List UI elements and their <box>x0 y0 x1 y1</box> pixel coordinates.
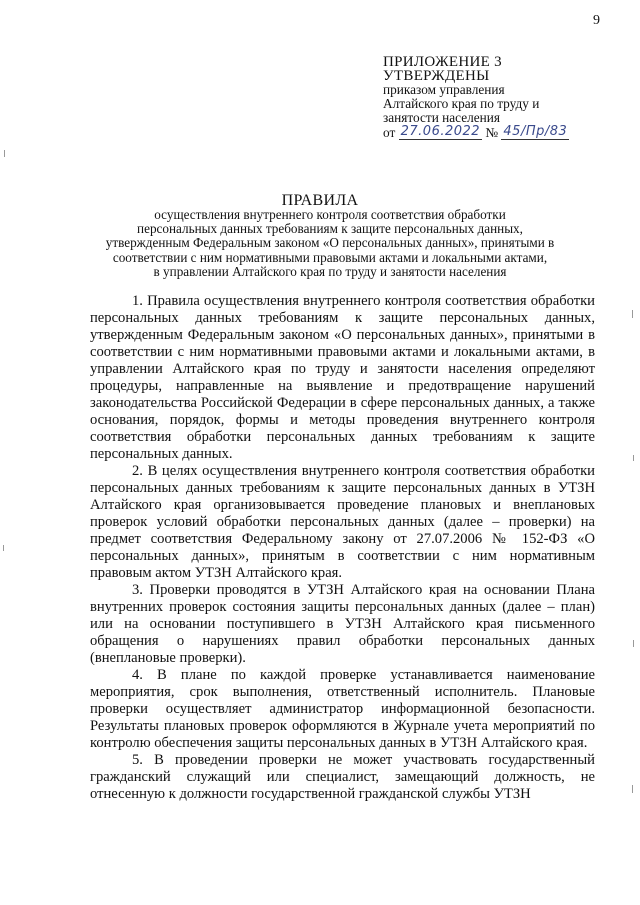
subtitle-line: утвержденным Федеральным законом «О персональных данных», принятыми в <box>105 235 555 251</box>
scan-mark <box>633 455 634 461</box>
number-label: № <box>485 125 499 140</box>
subtitle-line: соответствии с ним нормативными правовыми актами и локальными актами, <box>112 249 548 265</box>
paragraph-3: 3. Проверки проводятся в УТЗН Алтайского края на основании Плана внутренних проверок состояния защиты персональных данных (далее – план) или на основании поступившего в УТЗН Алтайского края письменного обращения о нарушениях правил обработки персональных данных (внеплановые проверки). <box>90 582 595 666</box>
handwritten-date: 27.06.2022 <box>400 124 481 139</box>
page-number: 9 <box>593 13 600 28</box>
from-label: от <box>383 125 396 140</box>
approval-block <box>383 55 613 140</box>
scan-mark <box>633 640 634 647</box>
order-line-2: Алтайского края по труду и <box>383 96 540 111</box>
order-date-line <box>383 125 613 140</box>
order-line-1: приказом управления <box>383 82 505 97</box>
paragraph-4: 4. В плане по каждой проверке устанавливается наименование мероприятия, срок выполнения, ответственный исполнитель. Плановые проверки осуществляет администратор информационной безопасности. Результаты плановых проверок оформляются в Журнале учета мероприятий по контролю обеспечения защиты персональных данных в УТЗН Алтайского края. <box>90 667 595 751</box>
appendix-label: ПРИЛОЖЕНИЕ 3 <box>383 54 502 70</box>
scan-mark <box>4 150 5 157</box>
subtitle-line: в управлении Алтайского края по труду и занятости населения <box>153 263 507 279</box>
subtitle-line: осуществления внутреннего контроля соответствия обработки <box>154 207 506 222</box>
paragraph-5: 5. В проведении проверки не может участвовать государственный гражданский служащий или специалист, замещающий должность, не отнесенную к должности государственной гражданской службы УТЗН <box>90 752 595 802</box>
order-line-3: занятости населения <box>383 110 501 125</box>
scan-mark <box>3 545 4 551</box>
paragraph-2: 2. В целях осуществления внутреннего контроля соответствия обработки персональных данных требованиям к защите персональных данных в УТЗН Алтайского края организовывается проведение плановых и внеплановых проверок условий обработки персональных данных (далее – проверки) на предмет соответствия Федеральному закону от 27.07.2006 № 152-ФЗ «О персональных данных», принятым в соответствии с ним нормативным правовым актом УТЗН Алтайского края. <box>90 463 595 581</box>
scan-mark <box>632 310 633 318</box>
scan-mark <box>632 785 633 793</box>
document-subtitle <box>80 208 580 279</box>
subtitle-line: персональных данных требованиям к защите персональных данных, <box>137 221 523 237</box>
document-title: ПРАВИЛА <box>281 192 359 209</box>
document-body <box>90 293 595 803</box>
approved-label: УТВЕРЖДЕНЫ <box>383 68 490 84</box>
handwritten-number: 45/Пр/83 <box>503 124 568 139</box>
paragraph-1: 1. Правила осуществления внутреннего контроля соответствия обработки персональных данных требованиям к защите персональных данных, утвержденным Федеральным законом «О персональных данных», принятыми в соответствии с ним нормативными правовыми актами и локальными актами, в управлении Алтайского края по труду и занятости населения определяют процедуры, направленные на выявление и предотвращение нарушений законодательства Российской Федерации в сфере персональных данных, а также основания, порядок, формы и методы проведения внутреннего контроля соответствия обработки персональных данных требованиям к защите персональных данных. <box>90 293 595 462</box>
